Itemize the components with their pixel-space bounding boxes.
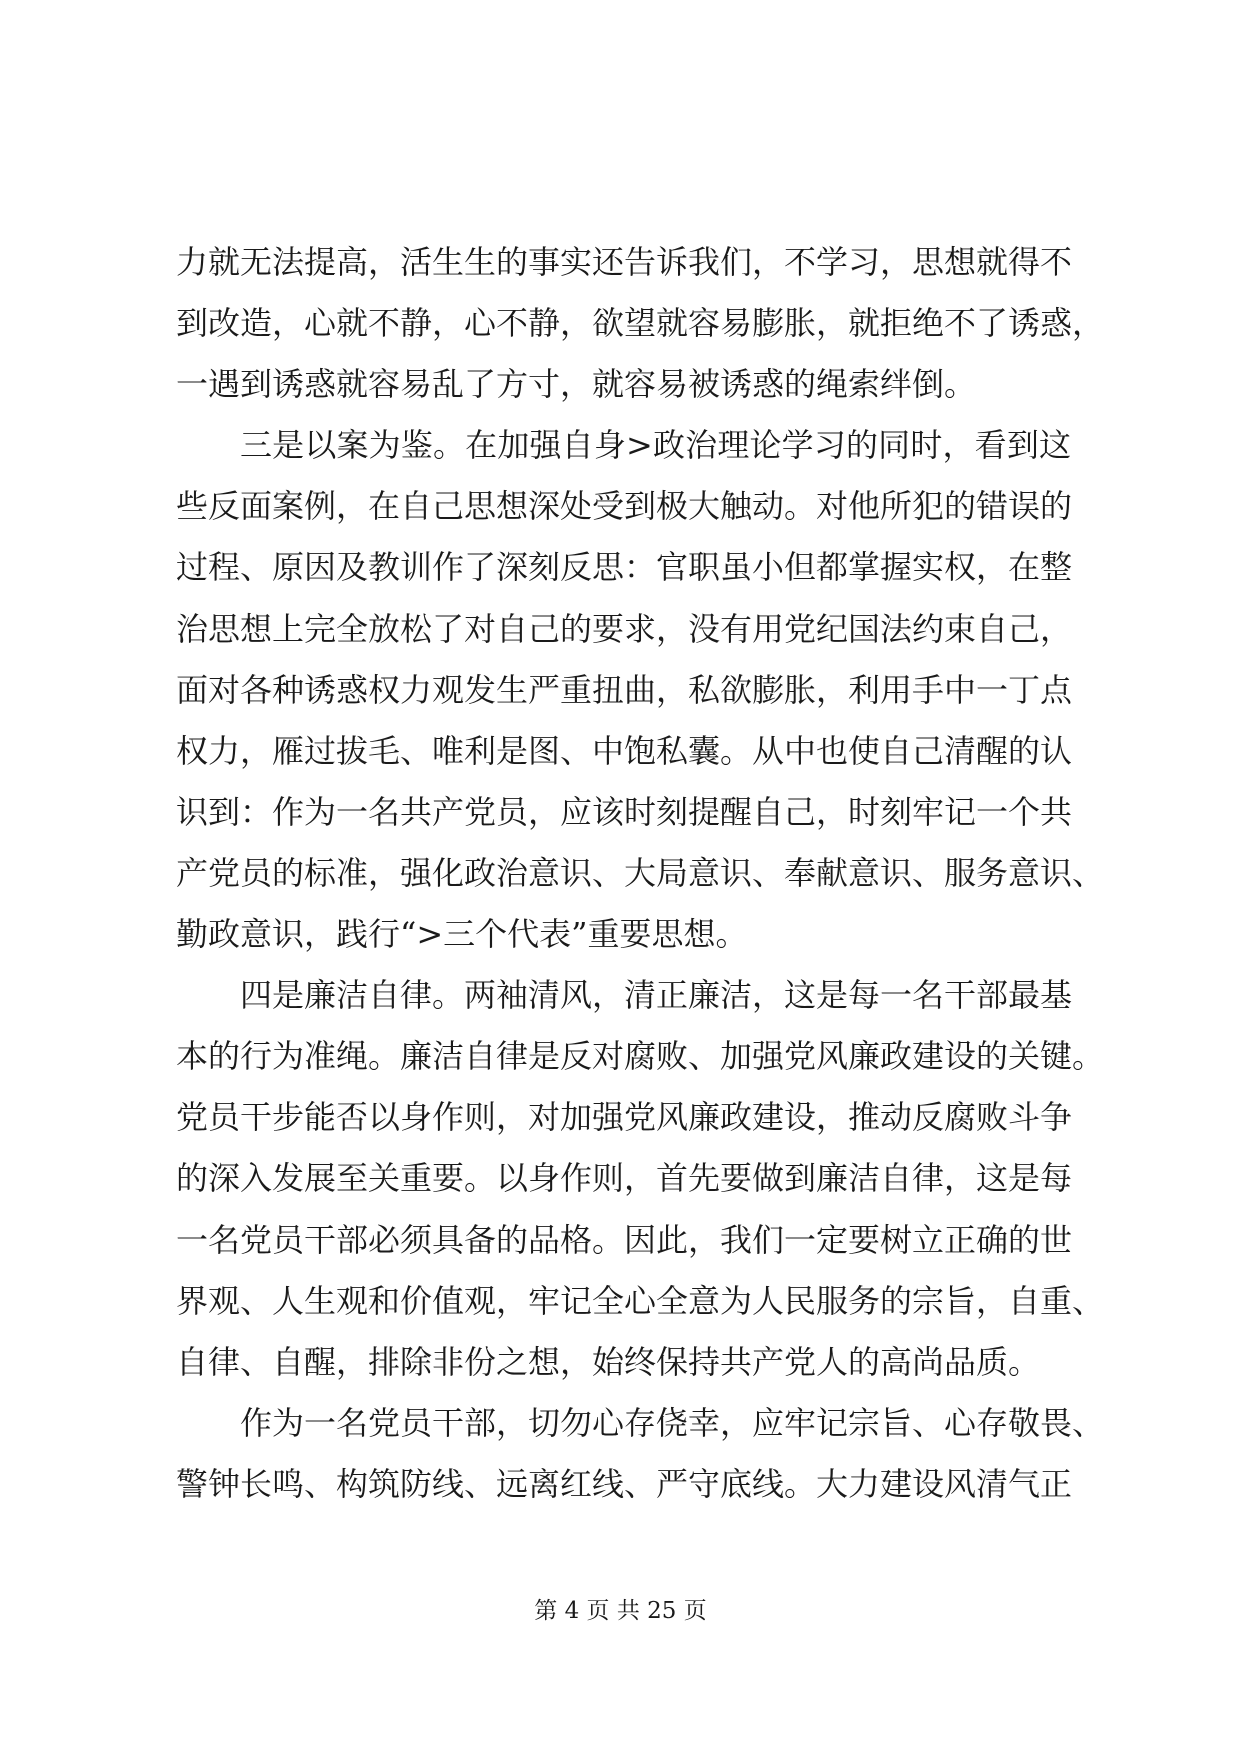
text-line: 识到：作为一名共产党员，应该时刻提醒自己，时刻牢记一个共 bbox=[176, 792, 1073, 831]
text-line: 一名党员干部必须具备的品格。因此，我们一定要树立正确的世 bbox=[176, 1220, 1073, 1259]
text-line: 权力，雁过拔毛、唯利是图、中饱私囊。从中也使自己清醒的认 bbox=[176, 731, 1073, 770]
text-line: 产党员的标准，强化政治意识、大局意识、奉献意识、服务意识、 bbox=[176, 853, 1105, 892]
text-line: 治思想上完全放松了对自己的要求，没有用党纪国法约束自己， bbox=[176, 609, 1073, 648]
text-line: 的深入发展至关重要。以身作则，首先要做到廉洁自律，这是每 bbox=[176, 1159, 1073, 1198]
text-line: 本的行为准绳。廉洁自律是反对腐败、加强党风廉政建设的关键。 bbox=[176, 1037, 1105, 1076]
document-body bbox=[176, 232, 1105, 1515]
text-line: 四是廉洁自律。两袖清风，清正廉洁，这是每一名干部最基 bbox=[240, 976, 1073, 1015]
text-line: 到改造，心就不静，心不静，欲望就容易膨胀，就拒绝不了诱惑， bbox=[176, 304, 1105, 343]
text-line: 一遇到诱惑就容易乱了方寸，就容易被诱惑的绳索绊倒。 bbox=[176, 365, 977, 404]
text-line: 界观、人生观和价值观，牢记全心全意为人民服务的宗旨，自重、 bbox=[176, 1281, 1105, 1320]
text-line: 过程、原因及教训作了深刻反思：官职虽小但都掌握实权，在整 bbox=[176, 548, 1073, 587]
text-line: 力就无法提高，活生生的事实还告诉我们，不学习，思想就得不 bbox=[176, 243, 1073, 281]
text-line: 自律、自醒，排除非份之想，始终保持共产党人的高尚品质。 bbox=[176, 1342, 1041, 1381]
page-number-footer: 第 4 页 共 25 页 bbox=[534, 1598, 707, 1624]
text-line: 些反面案例，在自己思想深处受到极大触动。对他所犯的错误的 bbox=[176, 487, 1073, 526]
text-line: 警钟长鸣、构筑防线、远离红线、严守底线。大力建设风清气正 bbox=[176, 1464, 1073, 1503]
text-line: 作为一名党员干部，切勿心存侥幸，应牢记宗旨、心存敬畏、 bbox=[240, 1403, 1105, 1442]
text-line: 党员干步能否以身作则，对加强党风廉政建设，推动反腐败斗争 bbox=[176, 1098, 1073, 1137]
text-line: 三是以案为鉴。在加强自身>政治理论学习的同时，看到这 bbox=[240, 426, 1071, 465]
text-line: 面对各种诱惑权力观发生严重扭曲，私欲膨胀，利用手中一丁点 bbox=[176, 670, 1073, 709]
text-line: 勤政意识，践行“>三个代表”重要思想。 bbox=[176, 915, 748, 954]
